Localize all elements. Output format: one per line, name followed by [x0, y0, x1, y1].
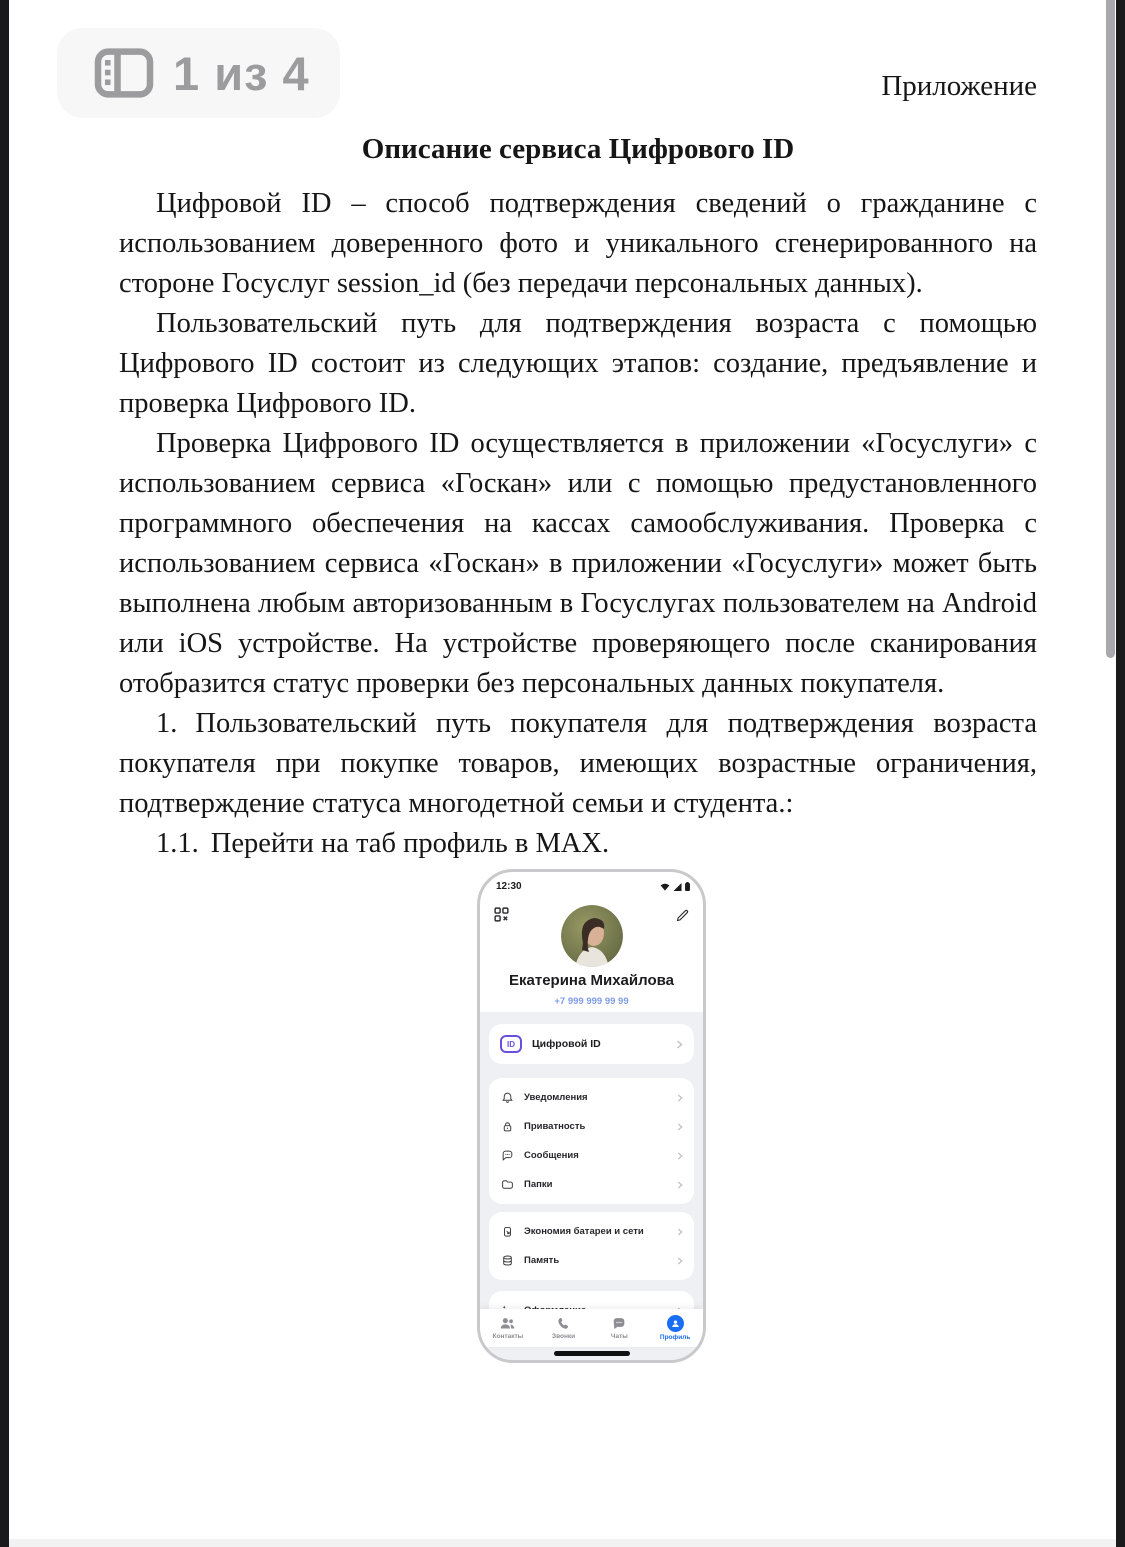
document-title: Описание сервиса Цифрового ID	[361, 133, 795, 165]
settings-row-privacy: Приватность	[489, 1112, 694, 1141]
settings-group-2	[489, 1212, 694, 1280]
settings-row-battery: Экономия батареи и сети	[489, 1217, 694, 1246]
settings-row-storage: Память	[489, 1246, 694, 1275]
status-icons	[660, 882, 690, 891]
status-time: 12:30	[496, 881, 522, 892]
profile-phone-number: +7 999 999 99 99	[554, 996, 629, 1007]
tab-profile: Профиль	[647, 1309, 703, 1347]
digital-id-row	[489, 1024, 694, 1064]
viewer-right-edge	[1116, 0, 1125, 1547]
document-corner-label: Приложение	[881, 70, 1037, 102]
profile-icon	[667, 1315, 684, 1332]
battery-saver-icon	[500, 1225, 515, 1238]
bell-icon	[500, 1091, 515, 1104]
storage-icon	[500, 1254, 515, 1267]
chevron-right-icon	[677, 1181, 683, 1189]
page-bottom-edge	[9, 1539, 1116, 1547]
battery-icon	[685, 882, 690, 891]
tab-calls: Звонки	[536, 1309, 592, 1347]
chevron-right-icon	[677, 1257, 683, 1265]
item-number: 1.	[156, 708, 178, 739]
phone-screenshot	[477, 869, 706, 1363]
contacts-icon	[499, 1316, 516, 1331]
qr-scanner-icon	[493, 906, 510, 923]
cellular-icon	[673, 883, 682, 891]
wifi-icon	[660, 883, 670, 891]
settings-row-folders: Папки	[489, 1170, 694, 1199]
phone-status-bar	[496, 881, 690, 892]
item-text: Пользовательский путь покупателя для подтверждения возраста покупателя при покупке товаров, имеющих возрастные ограничения, подтверждение статуса многодетной семьи и студента.:	[119, 708, 1037, 819]
calls-icon	[556, 1316, 571, 1331]
numbered-item-1-1	[119, 824, 1037, 864]
digital-id-icon: ID	[500, 1035, 522, 1053]
chevron-right-icon	[677, 1152, 683, 1160]
avatar	[561, 905, 623, 967]
folder-icon	[500, 1178, 515, 1191]
chevron-right-icon	[677, 1228, 683, 1236]
chevron-right-icon	[677, 1094, 683, 1102]
tab-chats: Чаты	[592, 1309, 648, 1347]
lock-icon	[500, 1120, 515, 1133]
paragraph-1: Цифровой ID – способ подтверждения сведений о гражданине с использованием доверенного фото и уникального сгенерированного на стороне Госуслуг session_id (без передачи персональных данных).	[119, 188, 1037, 299]
profile-name: Екатерина Михайлова	[509, 972, 674, 989]
thumbnails-panel-icon	[93, 47, 155, 99]
digital-id-label: Цифровой ID	[532, 1038, 601, 1050]
settings-row-messages: Сообщения	[489, 1141, 694, 1170]
viewer-left-edge	[0, 0, 9, 1547]
document-body	[119, 184, 1037, 864]
page-indicator-badge[interactable]	[57, 28, 340, 118]
pencil-icon	[675, 908, 690, 923]
phone-tab-bar	[480, 1309, 703, 1347]
settings-row-notifications: Уведомления	[489, 1083, 694, 1112]
numbered-item-1	[119, 704, 1037, 824]
vertical-scrollbar[interactable]	[1106, 0, 1115, 658]
tab-contacts: Контакты	[480, 1309, 536, 1347]
paragraph-3: Проверка Цифрового ID осуществляется в приложении «Госуслуги» с использованием сервиса «Госкан» или с помощью предустановленного программного обеспечения на кассах самообслуживания. Проверка с использованием сервиса «Госкан» в приложении «Госуслуги» может быть выполнена любым авторизованным в Госуслугах пользователем на Android или iOS устройстве. На устройстве проверяющего после сканирования отобразится статус проверки без персональных данных покупателя.	[119, 428, 1037, 699]
paragraph-2: Пользовательский путь для подтверждения возраста с помощью Цифрового ID состоит из следующих этапов: создание, предъявление и проверка Цифрового ID.	[119, 308, 1037, 419]
item-text: Перейти на таб профиль в MAX.	[210, 828, 610, 859]
home-indicator	[554, 1351, 630, 1356]
chevron-right-icon	[677, 1123, 683, 1131]
chats-icon	[611, 1316, 627, 1331]
page-indicator-label: 1 из 4	[173, 46, 310, 100]
message-icon	[500, 1149, 515, 1162]
item-number: 1.1.	[156, 828, 199, 859]
chevron-right-icon	[676, 1040, 683, 1049]
settings-group-1	[489, 1078, 694, 1204]
